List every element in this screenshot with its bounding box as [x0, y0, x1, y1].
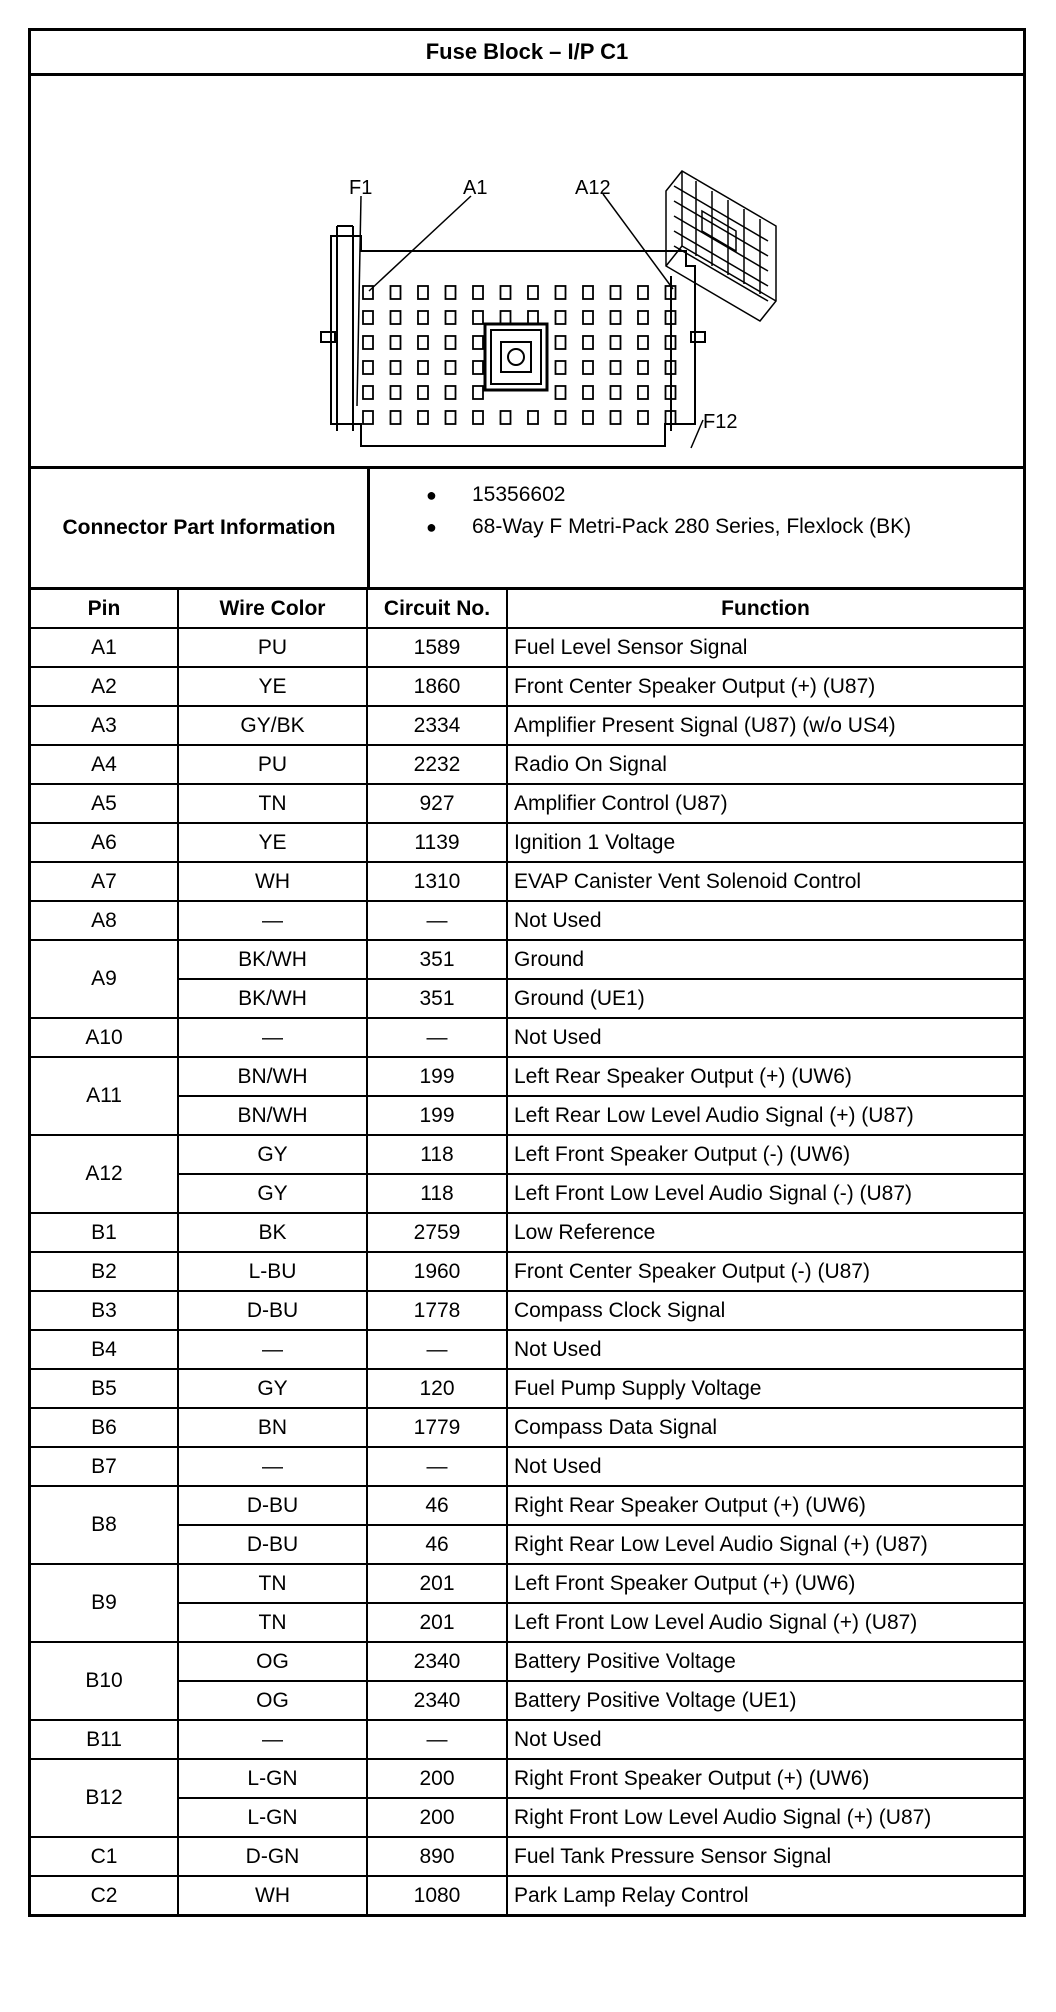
- cell-pin: A8: [31, 901, 178, 940]
- cell-pin: A9: [31, 940, 178, 1018]
- cavity-icon: [473, 311, 483, 324]
- connector-part-info-label: Connector Part Information: [31, 469, 370, 587]
- cell-wire-color: L-BU: [178, 1252, 367, 1291]
- cell-function: Left Front Speaker Output (+) (UW6): [507, 1564, 1023, 1603]
- cavity-icon: [446, 311, 456, 324]
- cell-pin: B5: [31, 1369, 178, 1408]
- cell-circuit-no: 1960: [367, 1252, 507, 1291]
- cell-function: Not Used: [507, 1447, 1023, 1486]
- table-row: [31, 745, 1023, 784]
- cell-wire-color: YE: [178, 667, 367, 706]
- cell-pin: A5: [31, 784, 178, 823]
- cell-circuit-no: 890: [367, 1837, 507, 1876]
- cell-wire-color: L-GN: [178, 1759, 367, 1798]
- cavity-icon: [501, 311, 511, 324]
- table-row: [31, 1486, 1023, 1525]
- cavity-icon: [611, 311, 621, 324]
- cell-circuit-no: —: [367, 1447, 507, 1486]
- cell-circuit-no: 2340: [367, 1642, 507, 1681]
- cell-function: Battery Positive Voltage: [507, 1642, 1023, 1681]
- cell-function: Amplifier Present Signal (U87) (w/o US4): [507, 706, 1023, 745]
- connector-sheet: [28, 28, 1026, 1917]
- table-row: [31, 1408, 1023, 1447]
- cell-pin: A12: [31, 1135, 178, 1213]
- cavity-icon: [473, 411, 483, 424]
- cavity-icon: [583, 361, 593, 374]
- cell-wire-color: BK/WH: [178, 979, 367, 1018]
- cavity-icon: [391, 286, 401, 299]
- table-row: [31, 1369, 1023, 1408]
- cavity-icon: [528, 286, 538, 299]
- cell-pin: C2: [31, 1876, 178, 1914]
- cell-circuit-no: 2340: [367, 1681, 507, 1720]
- cell-pin: A6: [31, 823, 178, 862]
- header-wire-color: Wire Color: [178, 590, 367, 628]
- cavity-icon: [391, 411, 401, 424]
- table-row: [31, 901, 1023, 940]
- cell-function: Fuel Pump Supply Voltage: [507, 1369, 1023, 1408]
- cavity-icon: [446, 361, 456, 374]
- cell-circuit-no: 199: [367, 1057, 507, 1096]
- cavity-icon: [611, 386, 621, 399]
- cell-function: Left Front Low Level Audio Signal (-) (U87): [507, 1174, 1023, 1213]
- cell-pin: B8: [31, 1486, 178, 1564]
- cavity-icon: [611, 336, 621, 349]
- cell-function: Left Rear Low Level Audio Signal (+) (U87): [507, 1096, 1023, 1135]
- cell-function: EVAP Canister Vent Solenoid Control: [507, 862, 1023, 901]
- cavity-icon: [418, 311, 428, 324]
- cavity-icon: [363, 386, 373, 399]
- table-row: [31, 1876, 1023, 1914]
- cell-pin: A3: [31, 706, 178, 745]
- cell-circuit-no: 351: [367, 940, 507, 979]
- cavity-icon: [583, 286, 593, 299]
- cell-function: Not Used: [507, 901, 1023, 940]
- cell-function: Ground (UE1): [507, 979, 1023, 1018]
- cavity-icon: [611, 411, 621, 424]
- cell-wire-color: TN: [178, 1564, 367, 1603]
- label-a12: A12: [575, 177, 611, 199]
- table-row: [31, 1291, 1023, 1330]
- cavity-icon: [473, 336, 483, 349]
- cell-wire-color: WH: [178, 1876, 367, 1914]
- cavity-icon: [446, 286, 456, 299]
- cell-function: Front Center Speaker Output (+) (U87): [507, 667, 1023, 706]
- cell-circuit-no: 2232: [367, 745, 507, 784]
- cavity-icon: [583, 311, 593, 324]
- cavity-icon: [501, 286, 511, 299]
- cell-wire-color: YE: [178, 823, 367, 862]
- cell-pin: B1: [31, 1213, 178, 1252]
- table-row: [31, 979, 1023, 1018]
- cell-function: Right Front Low Level Audio Signal (+) (U87): [507, 1798, 1023, 1837]
- cell-wire-color: GY: [178, 1369, 367, 1408]
- cell-wire-color: PU: [178, 628, 367, 667]
- table-row: [31, 1798, 1023, 1837]
- label-f1: F1: [349, 177, 373, 199]
- table-row: [31, 1018, 1023, 1057]
- cavity-icon: [391, 386, 401, 399]
- cell-pin: B7: [31, 1447, 178, 1486]
- table-row: [31, 1174, 1023, 1213]
- cell-function: Not Used: [507, 1330, 1023, 1369]
- cell-wire-color: WH: [178, 862, 367, 901]
- cavity-icon: [638, 336, 648, 349]
- cavity-icon: [638, 286, 648, 299]
- cavity-icon: [556, 361, 566, 374]
- cell-wire-color: D-BU: [178, 1291, 367, 1330]
- table-header-row: [31, 590, 1023, 628]
- cell-function: Fuel Level Sensor Signal: [507, 628, 1023, 667]
- cell-wire-color: D-GN: [178, 1837, 367, 1876]
- table-row: [31, 706, 1023, 745]
- cell-circuit-no: 927: [367, 784, 507, 823]
- table-row: [31, 667, 1023, 706]
- cavity-icon: [611, 286, 621, 299]
- cell-circuit-no: 1080: [367, 1876, 507, 1914]
- cell-function: Amplifier Control (U87): [507, 784, 1023, 823]
- table-row: [31, 1252, 1023, 1291]
- part-number-item: [426, 479, 1023, 511]
- cell-function: Compass Clock Signal: [507, 1291, 1023, 1330]
- label-f12: F12: [703, 411, 738, 433]
- cavity-icon: [473, 386, 483, 399]
- cell-wire-color: —: [178, 901, 367, 940]
- cavity-icon: [446, 336, 456, 349]
- cell-wire-color: —: [178, 1018, 367, 1057]
- cell-function: Radio On Signal: [507, 745, 1023, 784]
- cell-wire-color: GY/BK: [178, 706, 367, 745]
- table-row: [31, 1447, 1023, 1486]
- cavity-icon: [583, 411, 593, 424]
- table-row: [31, 823, 1023, 862]
- cell-function: Right Rear Speaker Output (+) (UW6): [507, 1486, 1023, 1525]
- cavity-icon: [446, 411, 456, 424]
- cell-function: Battery Positive Voltage (UE1): [507, 1681, 1023, 1720]
- cavity-icon: [611, 361, 621, 374]
- cell-circuit-no: 46: [367, 1525, 507, 1564]
- table-row: [31, 1720, 1023, 1759]
- cell-wire-color: OG: [178, 1681, 367, 1720]
- cell-function: Right Front Speaker Output (+) (UW6): [507, 1759, 1023, 1798]
- cell-wire-color: TN: [178, 1603, 367, 1642]
- cavity-icon: [418, 411, 428, 424]
- cell-pin: B11: [31, 1720, 178, 1759]
- cavity-icon: [556, 386, 566, 399]
- table-row: [31, 628, 1023, 667]
- cavity-icon: [556, 286, 566, 299]
- header-circuit-no: Circuit No.: [367, 590, 507, 628]
- cell-function: Left Front Speaker Output (-) (UW6): [507, 1135, 1023, 1174]
- cavity-icon: [556, 336, 566, 349]
- cavity-icon: [583, 386, 593, 399]
- table-row: [31, 1564, 1023, 1603]
- cell-wire-color: OG: [178, 1642, 367, 1681]
- cell-circuit-no: 351: [367, 979, 507, 1018]
- table-row: [31, 784, 1023, 823]
- pinout-table: [31, 590, 1023, 1914]
- cavity-icon: [363, 311, 373, 324]
- cavity-icon: [473, 286, 483, 299]
- cell-wire-color: D-BU: [178, 1525, 367, 1564]
- cell-circuit-no: 1139: [367, 823, 507, 862]
- cavity-icon: [391, 336, 401, 349]
- cell-function: Right Rear Low Level Audio Signal (+) (U87): [507, 1525, 1023, 1564]
- page-title: Fuse Block – I/P C1: [31, 31, 1023, 76]
- cell-circuit-no: 1310: [367, 862, 507, 901]
- cavity-icon: [418, 336, 428, 349]
- table-row: [31, 1135, 1023, 1174]
- cell-wire-color: —: [178, 1330, 367, 1369]
- cavity-icon: [638, 411, 648, 424]
- cell-function: Low Reference: [507, 1213, 1023, 1252]
- cavity-icon: [418, 361, 428, 374]
- cavity-icon: [418, 386, 428, 399]
- cell-wire-color: BN/WH: [178, 1096, 367, 1135]
- cavity-icon: [446, 386, 456, 399]
- cell-function: Left Rear Speaker Output (+) (UW6): [507, 1057, 1023, 1096]
- cell-pin: A1: [31, 628, 178, 667]
- cell-function: Ground: [507, 940, 1023, 979]
- cavity-icon: [556, 411, 566, 424]
- table-row: [31, 1759, 1023, 1798]
- cell-circuit-no: 1778: [367, 1291, 507, 1330]
- cell-function: Park Lamp Relay Control: [507, 1876, 1023, 1914]
- cell-wire-color: —: [178, 1720, 367, 1759]
- cavity-icon: [583, 336, 593, 349]
- cavity-icon: [528, 311, 538, 324]
- cell-function: Left Front Low Level Audio Signal (+) (U87): [507, 1603, 1023, 1642]
- table-row: [31, 862, 1023, 901]
- cell-function: Front Center Speaker Output (-) (U87): [507, 1252, 1023, 1291]
- cavity-icon: [391, 361, 401, 374]
- cavity-icon: [556, 311, 566, 324]
- cell-pin: C1: [31, 1837, 178, 1876]
- cell-wire-color: GY: [178, 1135, 367, 1174]
- cell-circuit-no: 2759: [367, 1213, 507, 1252]
- cell-pin: B2: [31, 1252, 178, 1291]
- table-row: [31, 1642, 1023, 1681]
- cavity-icon: [363, 411, 373, 424]
- cell-function: Not Used: [507, 1018, 1023, 1057]
- cell-circuit-no: 201: [367, 1603, 507, 1642]
- cell-pin: B10: [31, 1642, 178, 1720]
- cell-function: Not Used: [507, 1720, 1023, 1759]
- cell-circuit-no: 118: [367, 1174, 507, 1213]
- cell-pin: B12: [31, 1759, 178, 1837]
- cell-circuit-no: 118: [367, 1135, 507, 1174]
- cell-wire-color: PU: [178, 745, 367, 784]
- pinout-rows: [31, 628, 1023, 1914]
- cell-circuit-no: 201: [367, 1564, 507, 1603]
- cavity-icon: [363, 361, 373, 374]
- bullet-icon: ●: [426, 484, 437, 505]
- cell-wire-color: TN: [178, 784, 367, 823]
- header-pin: Pin: [31, 590, 178, 628]
- cell-circuit-no: —: [367, 1330, 507, 1369]
- table-row: [31, 940, 1023, 979]
- part-description: 68-Way F Metri-Pack 280 Series, Flexlock (BK): [472, 515, 912, 538]
- connector-part-info: [31, 469, 1023, 590]
- cavity-icon: [418, 286, 428, 299]
- cell-circuit-no: 120: [367, 1369, 507, 1408]
- table-row: [31, 1525, 1023, 1564]
- cell-pin: B6: [31, 1408, 178, 1447]
- cavity-icon: [638, 361, 648, 374]
- cell-wire-color: —: [178, 1447, 367, 1486]
- connector-part-info-list: [370, 469, 1023, 587]
- bullet-icon: ●: [426, 516, 437, 537]
- cell-function: Compass Data Signal: [507, 1408, 1023, 1447]
- connector-drawing: [31, 76, 1023, 466]
- cavity-icon: [638, 386, 648, 399]
- cell-circuit-no: 200: [367, 1759, 507, 1798]
- cavity-icon: [528, 411, 538, 424]
- cell-wire-color: BK/WH: [178, 940, 367, 979]
- table-row: [31, 1096, 1023, 1135]
- table-row: [31, 1057, 1023, 1096]
- cell-wire-color: BN/WH: [178, 1057, 367, 1096]
- cell-pin: B9: [31, 1564, 178, 1642]
- cavity-icon: [501, 411, 511, 424]
- cell-pin: A10: [31, 1018, 178, 1057]
- cell-wire-color: BK: [178, 1213, 367, 1252]
- cell-pin: A4: [31, 745, 178, 784]
- cell-pin: B4: [31, 1330, 178, 1369]
- cavity-icon: [638, 311, 648, 324]
- cell-wire-color: L-GN: [178, 1798, 367, 1837]
- part-number: 15356602: [472, 483, 566, 506]
- connector-face-diagram: [31, 76, 1023, 469]
- table-row: [31, 1603, 1023, 1642]
- cell-circuit-no: 2334: [367, 706, 507, 745]
- cavity-icon: [363, 336, 373, 349]
- cell-wire-color: GY: [178, 1174, 367, 1213]
- cell-wire-color: D-BU: [178, 1486, 367, 1525]
- cell-pin: B3: [31, 1291, 178, 1330]
- table-row: [31, 1837, 1023, 1876]
- cell-function: Ignition 1 Voltage: [507, 823, 1023, 862]
- cell-circuit-no: —: [367, 1018, 507, 1057]
- part-description-item: [426, 511, 1023, 543]
- table-row: [31, 1213, 1023, 1252]
- cell-circuit-no: 1589: [367, 628, 507, 667]
- cell-pin: A11: [31, 1057, 178, 1135]
- cavity-icon: [473, 361, 483, 374]
- label-a1: A1: [463, 177, 488, 199]
- cell-function: Fuel Tank Pressure Sensor Signal: [507, 1837, 1023, 1876]
- cell-circuit-no: 1860: [367, 667, 507, 706]
- cell-circuit-no: —: [367, 1720, 507, 1759]
- cell-circuit-no: 199: [367, 1096, 507, 1135]
- cell-circuit-no: —: [367, 901, 507, 940]
- cell-pin: A2: [31, 667, 178, 706]
- header-function: Function: [507, 590, 1023, 628]
- table-row: [31, 1330, 1023, 1369]
- cell-circuit-no: 200: [367, 1798, 507, 1837]
- cavity-icon: [391, 311, 401, 324]
- table-row: [31, 1681, 1023, 1720]
- cell-wire-color: BN: [178, 1408, 367, 1447]
- cell-circuit-no: 1779: [367, 1408, 507, 1447]
- cell-pin: A7: [31, 862, 178, 901]
- cell-circuit-no: 46: [367, 1486, 507, 1525]
